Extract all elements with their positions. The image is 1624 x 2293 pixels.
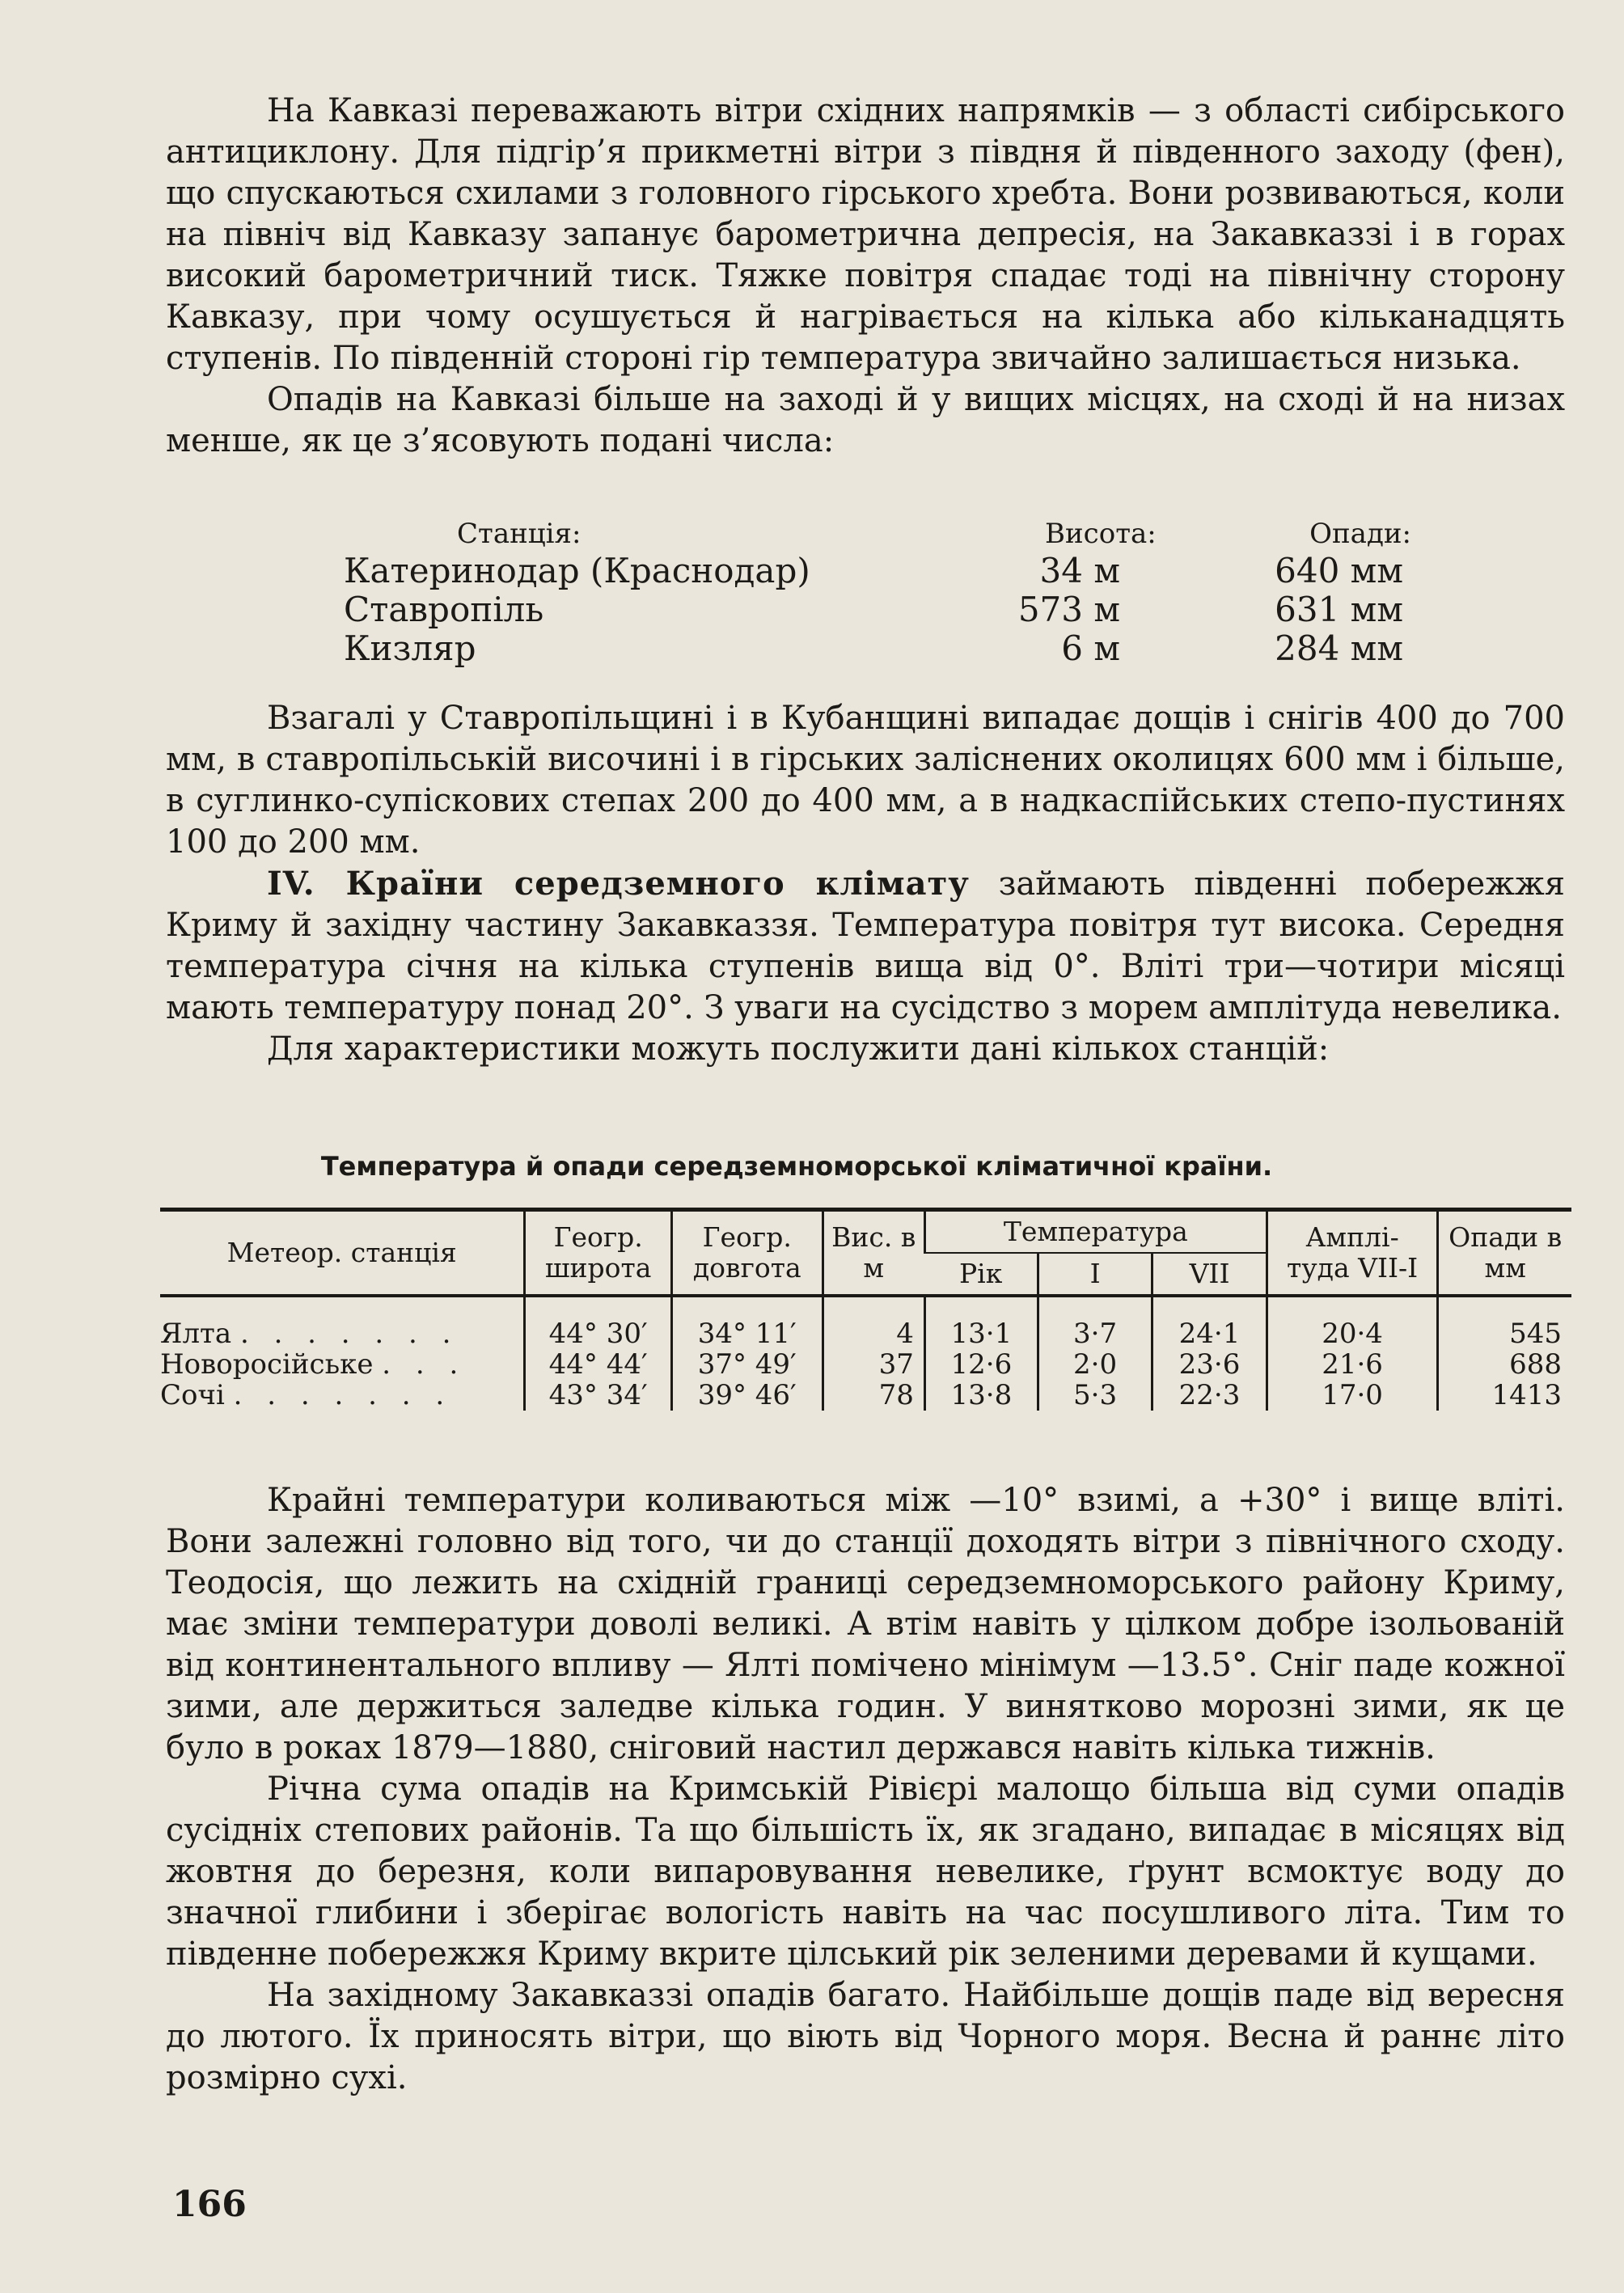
station-height: 34 м <box>1039 551 1120 590</box>
cell-lat: 43° 34′ <box>525 1380 672 1411</box>
cell-ampl: 21·6 <box>1267 1349 1438 1380</box>
cell-lat: 44° 44′ <box>525 1349 672 1380</box>
stations-list <box>344 514 1411 668</box>
paragraph: Річна сума опадів на Кримській Рівієрі малощо більша від суми опадів сусідніх степових районів. Та що більшість їх, як згадано, випадає в місяцях від жовтня до березня, коли випаровування невелике, ґрунт всмоктує воду до значної глибини і зберігає вологість навіть на час посушливого літа. Тим то південне побережжя Криму вкрите цілський рік зеленими деревами й кущами. <box>166 1771 1565 1973</box>
col-lon: Геогр. довгота <box>671 1210 823 1297</box>
cell-precip: 1413 <box>1438 1380 1571 1411</box>
paragraph <box>166 863 1565 1029</box>
cell-alt: 4 <box>823 1296 924 1349</box>
cell-alt: 78 <box>823 1380 924 1411</box>
col-alt: Вис. в м <box>823 1210 924 1297</box>
station-height: 6 м <box>1061 628 1120 668</box>
header-precip: Опади: <box>1309 518 1411 550</box>
table-title: Температура й опади середземноморської кліматичної країни. <box>320 1151 1273 1182</box>
stations-header <box>344 514 1411 552</box>
cell-ampl: 20·4 <box>1267 1296 1438 1349</box>
station-name: Кизляр <box>344 628 476 668</box>
cell-lon: 37° 49′ <box>671 1349 823 1380</box>
cell-station: Новоросійське . . . <box>160 1348 467 1381</box>
cell-year: 12·6 <box>924 1349 1038 1380</box>
col-station: Метеор. станція <box>160 1210 525 1297</box>
station-precip: 631 мм <box>1275 590 1403 629</box>
climate-table <box>160 1208 1571 1411</box>
cell-lat: 44° 30′ <box>525 1296 672 1349</box>
cell-precip: 545 <box>1438 1296 1571 1349</box>
cell-year: 13·8 <box>924 1380 1038 1411</box>
station-name: Катеринодар (Краснодар) <box>344 551 810 590</box>
cell-lon: 34° 11′ <box>671 1296 823 1349</box>
cell-station: Ялта . . . . . . . <box>160 1318 459 1350</box>
col-temp: Температура <box>924 1210 1267 1254</box>
station-precip: 284 мм <box>1275 628 1403 668</box>
station-row <box>344 552 1411 590</box>
col-precip: Опади в мм <box>1438 1210 1571 1297</box>
cell-jul: 22·3 <box>1152 1380 1267 1411</box>
section-heading: IV. Країни середземного клімату <box>267 865 970 903</box>
cell-precip: 688 <box>1438 1349 1571 1380</box>
cell-year: 13·1 <box>924 1296 1038 1349</box>
cell-jul: 24·1 <box>1152 1296 1267 1349</box>
station-precip: 640 мм <box>1275 551 1403 590</box>
top-text <box>166 91 1565 462</box>
station-row <box>344 629 1411 668</box>
header-station: Станція: <box>457 518 582 550</box>
table-row <box>160 1296 1571 1349</box>
station-name: Ставропіль <box>344 590 544 629</box>
cell-lon: 39° 46′ <box>671 1380 823 1411</box>
cell-ampl: 17·0 <box>1267 1380 1438 1411</box>
cell-jan: 3·7 <box>1038 1296 1152 1349</box>
col-year: Рік <box>924 1253 1038 1296</box>
paragraph: Взагалі у Ставропільщині і в Кубанщині випадає дощів і снігів 400 до 700 мм, в ставропільській височині і в гірських заліснених околицях 600 мм і більше, в суглинко-супіскових степах 200 до 400 мм, а в надкаспійських степо-пустинях 100 до 200 мм. <box>166 700 1565 861</box>
section-text: займають південні побережжя Криму й західну частину Закавказзя. Температура повітря тут висока. Середня температура січня на кілька ступенів вища від 0°. Вліті три—чотири місяці мають температуру понад 20°. З уваги на сусідство з морем амплітуда невелика. <box>166 865 1565 1026</box>
paragraph: На західному Закавказзі опадів багато. Найбільше дощів паде від вересня до лютого. Їх приносять вітри, що віють від Чорного моря. Весна й раннє літо розмірно сухі. <box>166 1977 1565 2096</box>
bottom-text <box>166 1480 1565 2099</box>
paragraph: Крайні температури коливаються між —10° взимі, а +30° і вище влітi. Вони залежні головно від того, чи до станції доходять вітри з північного сходу. Теодосія, що лежить на східній границі середземноморського району Криму, має зміни температури доволі великі. А втім навіть у цілком добре ізольованій від континентального впливу — Ялті помічено мінімум —13.5°. Сніг паде кожної зими, але держиться заледве кілька годин. У винятково морозні зими, як це було в роках 1879—1880, сніговий настил держався навіть кілька тижнів. <box>166 1482 1565 1766</box>
paragraph: На Кавказі переважають вітри східних напрямків — з області сибірського антициклону. Для підгір’я прикметні вітри з півдня й південного заходу (фен), що спускаються схилами з головного гірського хребта. Вони розвиваються, коли на північ від Кавказу запанує барометрична депресія, на Закавказзі і в горах високий барометричний тиск. Тяжке повітря спадає тоді на північну сторону Кавказу, при чому осушується й нагрівається на кілька або кільканадцять ступенів. По південній стороні гір температура звичайно залишається низька. <box>166 92 1565 377</box>
cell-jan: 5·3 <box>1038 1380 1152 1411</box>
page-number: 166 <box>172 2184 247 2225</box>
station-height: 573 м <box>1017 590 1120 629</box>
cell-jan: 2·0 <box>1038 1349 1152 1380</box>
col-lat: Геогр. широта <box>525 1210 672 1297</box>
paragraph: Для характеристики можуть послужити дані кількох станцій: <box>267 1030 1330 1068</box>
table-row <box>160 1349 1571 1380</box>
station-row <box>344 590 1411 629</box>
cell-station: Сочі . . . . . . . <box>160 1379 453 1411</box>
col-jul: VII <box>1152 1253 1267 1296</box>
table-row <box>160 1380 1571 1411</box>
cell-alt: 37 <box>823 1349 924 1380</box>
paragraph: Опадів на Кавказі більше на заході й у вищих місцях, на сході й на низах менше, як це з’ясовують подані числа: <box>166 381 1565 459</box>
header-height: Висота: <box>1045 518 1157 550</box>
col-jan: I <box>1038 1253 1152 1296</box>
cell-jul: 23·6 <box>1152 1349 1267 1380</box>
middle-text <box>166 698 1565 1070</box>
col-ampl: Амплі- туда VII-I <box>1267 1210 1438 1297</box>
